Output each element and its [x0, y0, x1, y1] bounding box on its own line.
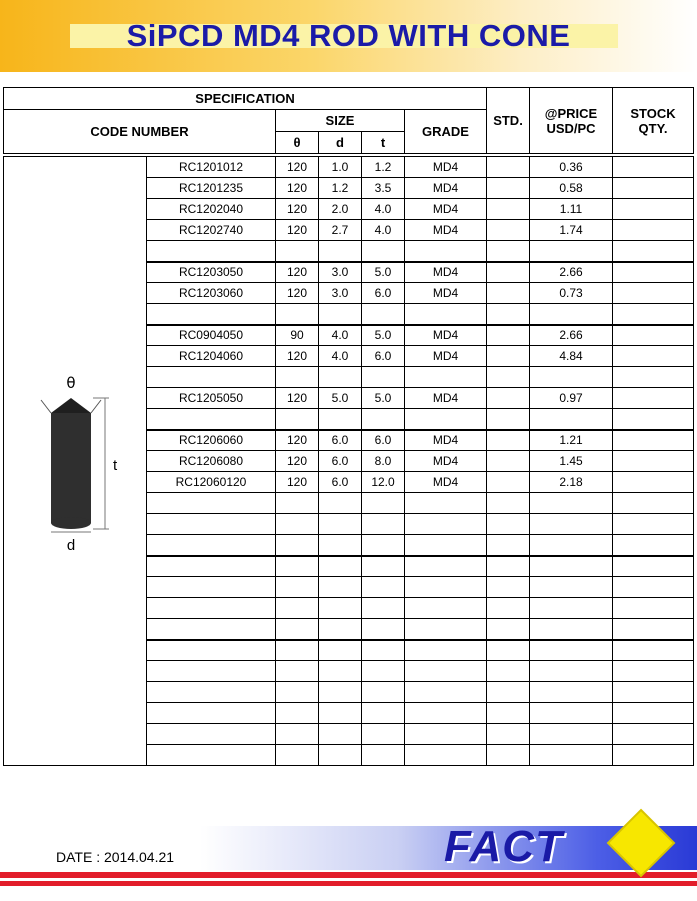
- cell-std: [487, 556, 530, 577]
- cell-std: [487, 346, 530, 367]
- cell-theta: 120: [276, 430, 319, 451]
- cell-code: [147, 724, 276, 745]
- cell-std: [487, 409, 530, 430]
- cell-t: [362, 724, 405, 745]
- cell-grade: MD4: [405, 325, 487, 346]
- cell-stock: [613, 430, 694, 451]
- cell-code: RC1205050: [147, 388, 276, 409]
- cell-stock: [613, 682, 694, 703]
- cell-t: 6.0: [362, 430, 405, 451]
- cell-grade: [405, 682, 487, 703]
- cell-code: RC1206080: [147, 451, 276, 472]
- cell-d: [319, 493, 362, 514]
- cell-stock: [613, 220, 694, 241]
- theta-label: θ: [66, 373, 76, 392]
- cell-std: [487, 703, 530, 724]
- code-number-header: CODE NUMBER: [4, 110, 276, 154]
- cell-t: [362, 535, 405, 556]
- cell-code: [147, 598, 276, 619]
- cell-theta: [276, 409, 319, 430]
- cell-grade: MD4: [405, 430, 487, 451]
- cell-stock: [613, 724, 694, 745]
- cell-std: [487, 745, 530, 766]
- cell-d: 2.0: [319, 199, 362, 220]
- cell-code: RC0904050: [147, 325, 276, 346]
- cell-price: 4.84: [530, 346, 613, 367]
- cell-grade: [405, 514, 487, 535]
- cell-theta: [276, 367, 319, 388]
- cell-grade: MD4: [405, 178, 487, 199]
- cell-price: [530, 640, 613, 661]
- cell-theta: [276, 598, 319, 619]
- t-label: t: [113, 456, 118, 474]
- cell-theta: [276, 703, 319, 724]
- theta-guide-right: [91, 400, 101, 413]
- cell-std: [487, 598, 530, 619]
- cell-t: [362, 619, 405, 640]
- brand-logo: FACT: [444, 822, 563, 871]
- cell-grade: [405, 598, 487, 619]
- cell-stock: [613, 451, 694, 472]
- cell-d: [319, 640, 362, 661]
- cell-t: 5.0: [362, 262, 405, 283]
- cell-theta: [276, 577, 319, 598]
- cell-stock: [613, 472, 694, 493]
- cell-t: 8.0: [362, 451, 405, 472]
- cell-grade: [405, 241, 487, 262]
- cell-std: [487, 640, 530, 661]
- cell-theta: [276, 241, 319, 262]
- cell-grade: [405, 745, 487, 766]
- cell-t: [362, 682, 405, 703]
- cell-code: RC1204060: [147, 346, 276, 367]
- cell-t: [362, 493, 405, 514]
- cell-std: [487, 283, 530, 304]
- cell-stock: [613, 745, 694, 766]
- cell-code: [147, 640, 276, 661]
- cell-stock: [613, 241, 694, 262]
- cell-code: [147, 241, 276, 262]
- cell-d: 6.0: [319, 472, 362, 493]
- cell-price: [530, 409, 613, 430]
- cell-t: 6.0: [362, 283, 405, 304]
- cell-grade: [405, 661, 487, 682]
- cell-theta: [276, 556, 319, 577]
- stock-header: [613, 88, 694, 154]
- stock-header-line2: QTY.: [638, 120, 668, 136]
- cell-stock: [613, 640, 694, 661]
- cell-std: [487, 577, 530, 598]
- cell-price: 0.73: [530, 283, 613, 304]
- cell-code: [147, 367, 276, 388]
- cell-std: [487, 661, 530, 682]
- cell-stock: [613, 598, 694, 619]
- cell-grade: MD4: [405, 283, 487, 304]
- t-header: t: [362, 132, 405, 154]
- cell-d: [319, 619, 362, 640]
- cell-code: [147, 493, 276, 514]
- cell-price: 0.58: [530, 178, 613, 199]
- price-header-line1: @PRICE: [544, 105, 598, 121]
- cell-price: [530, 682, 613, 703]
- cell-stock: [613, 577, 694, 598]
- rod-body: [51, 413, 91, 523]
- cell-t: [362, 367, 405, 388]
- cell-theta: [276, 493, 319, 514]
- cell-theta: 120: [276, 262, 319, 283]
- cell-code: RC1202040: [147, 199, 276, 220]
- cell-std: [487, 367, 530, 388]
- price-header: [530, 88, 613, 154]
- cell-price: [530, 514, 613, 535]
- cell-stock: [613, 619, 694, 640]
- cell-code: [147, 745, 276, 766]
- cell-stock: [613, 661, 694, 682]
- cell-stock: [613, 304, 694, 325]
- cell-stock: [613, 388, 694, 409]
- cell-code: [147, 703, 276, 724]
- cell-stock: [613, 325, 694, 346]
- page-title: SiPCD MD4 ROD WITH CONE: [126, 18, 571, 53]
- cell-price: 2.18: [530, 472, 613, 493]
- cell-theta: 120: [276, 157, 319, 178]
- cell-price: [530, 598, 613, 619]
- cell-price: 1.45: [530, 451, 613, 472]
- cell-d: 4.0: [319, 325, 362, 346]
- cell-std: [487, 514, 530, 535]
- cell-std: [487, 262, 530, 283]
- cell-theta: [276, 514, 319, 535]
- cell-std: [487, 619, 530, 640]
- cell-price: 2.66: [530, 262, 613, 283]
- theta-header: θ: [276, 132, 319, 154]
- cell-grade: MD4: [405, 472, 487, 493]
- cell-price: 0.36: [530, 157, 613, 178]
- cell-t: [362, 514, 405, 535]
- cell-grade: MD4: [405, 451, 487, 472]
- cell-stock: [613, 262, 694, 283]
- cell-theta: 120: [276, 283, 319, 304]
- stock-header-line1: STOCK: [630, 105, 676, 121]
- cell-t: [362, 556, 405, 577]
- d-header: d: [319, 132, 362, 154]
- cell-t: 4.0: [362, 199, 405, 220]
- cell-grade: MD4: [405, 220, 487, 241]
- cell-grade: [405, 703, 487, 724]
- cell-code: [147, 535, 276, 556]
- cell-std: [487, 304, 530, 325]
- cell-stock: [613, 157, 694, 178]
- cell-d: 6.0: [319, 451, 362, 472]
- cell-d: [319, 661, 362, 682]
- cell-stock: [613, 346, 694, 367]
- cell-t: [362, 745, 405, 766]
- cell-t: [362, 640, 405, 661]
- cell-std: [487, 493, 530, 514]
- cell-std: [487, 157, 530, 178]
- cell-price: 2.66: [530, 325, 613, 346]
- cell-std: [487, 388, 530, 409]
- cell-std: [487, 325, 530, 346]
- cell-price: 1.74: [530, 220, 613, 241]
- cell-theta: 120: [276, 346, 319, 367]
- cell-grade: [405, 724, 487, 745]
- cell-price: [530, 493, 613, 514]
- cell-code: [147, 577, 276, 598]
- cell-code: [147, 682, 276, 703]
- cell-grade: [405, 556, 487, 577]
- cell-d: [319, 367, 362, 388]
- price-header-line2: USD/PC: [546, 120, 596, 136]
- table-body: [4, 157, 694, 766]
- cell-code: [147, 556, 276, 577]
- cell-t: 6.0: [362, 346, 405, 367]
- cell-theta: [276, 724, 319, 745]
- cell-d: 3.0: [319, 283, 362, 304]
- cell-theta: 120: [276, 178, 319, 199]
- cell-stock: [613, 178, 694, 199]
- cell-price: [530, 367, 613, 388]
- footer-red-line-lower: [0, 881, 697, 886]
- cell-d: 5.0: [319, 388, 362, 409]
- cell-theta: 120: [276, 388, 319, 409]
- cell-t: 1.2: [362, 157, 405, 178]
- cell-d: 4.0: [319, 346, 362, 367]
- cell-price: [530, 745, 613, 766]
- rod-diagram-cell: [4, 157, 147, 766]
- cell-std: [487, 682, 530, 703]
- cell-grade: [405, 304, 487, 325]
- cell-std: [487, 472, 530, 493]
- cell-theta: 120: [276, 199, 319, 220]
- cell-price: [530, 241, 613, 262]
- cell-theta: 120: [276, 472, 319, 493]
- cell-price: [530, 724, 613, 745]
- cell-t: [362, 703, 405, 724]
- cell-price: 1.21: [530, 430, 613, 451]
- cell-t: [362, 577, 405, 598]
- cell-code: RC1203050: [147, 262, 276, 283]
- cell-grade: MD4: [405, 199, 487, 220]
- footer-red-line: [0, 872, 697, 878]
- cell-code: [147, 304, 276, 325]
- cell-stock: [613, 703, 694, 724]
- cell-d: [319, 556, 362, 577]
- rod-diagram: [5, 360, 145, 560]
- cell-theta: [276, 745, 319, 766]
- cell-stock: [613, 283, 694, 304]
- cell-theta: 120: [276, 220, 319, 241]
- cell-stock: [613, 367, 694, 388]
- cell-grade: [405, 619, 487, 640]
- cell-std: [487, 535, 530, 556]
- rod-cone: [51, 398, 91, 413]
- cell-code: [147, 514, 276, 535]
- cell-d: 3.0: [319, 262, 362, 283]
- cell-t: [362, 304, 405, 325]
- cell-d: [319, 535, 362, 556]
- cell-code: RC1206060: [147, 430, 276, 451]
- cell-grade: MD4: [405, 262, 487, 283]
- cell-theta: [276, 640, 319, 661]
- cell-grade: [405, 640, 487, 661]
- cell-grade: [405, 367, 487, 388]
- cell-price: [530, 619, 613, 640]
- cell-code: RC1202740: [147, 220, 276, 241]
- cell-d: [319, 724, 362, 745]
- cell-code: [147, 619, 276, 640]
- table-row: [4, 157, 694, 178]
- cell-d: [319, 409, 362, 430]
- cell-code: [147, 409, 276, 430]
- cell-std: [487, 241, 530, 262]
- d-label: d: [66, 536, 76, 554]
- cell-theta: [276, 304, 319, 325]
- cell-grade: MD4: [405, 388, 487, 409]
- cell-code: RC1201012: [147, 157, 276, 178]
- cell-d: 2.7: [319, 220, 362, 241]
- cell-theta: [276, 682, 319, 703]
- cell-stock: [613, 514, 694, 535]
- specification-header: SPECIFICATION: [4, 88, 487, 110]
- rod-base: [51, 517, 91, 529]
- diamond-logo-icon: [606, 808, 676, 878]
- cell-stock: [613, 535, 694, 556]
- cell-price: [530, 304, 613, 325]
- cell-price: [530, 535, 613, 556]
- cell-theta: 90: [276, 325, 319, 346]
- cell-code: RC1201235: [147, 178, 276, 199]
- cell-t: [362, 661, 405, 682]
- cell-t: 3.5: [362, 178, 405, 199]
- cell-stock: [613, 493, 694, 514]
- cell-t: 4.0: [362, 220, 405, 241]
- cell-t: [362, 241, 405, 262]
- cell-code: RC12060120: [147, 472, 276, 493]
- cell-std: [487, 178, 530, 199]
- cell-grade: [405, 577, 487, 598]
- grade-header: GRADE: [405, 110, 487, 154]
- size-header: SIZE: [276, 110, 405, 132]
- cell-d: [319, 514, 362, 535]
- cell-price: 0.97: [530, 388, 613, 409]
- cell-d: [319, 682, 362, 703]
- cell-theta: [276, 619, 319, 640]
- cell-t: 5.0: [362, 325, 405, 346]
- cell-grade: MD4: [405, 346, 487, 367]
- cell-t: [362, 409, 405, 430]
- std-header: STD.: [487, 88, 530, 154]
- cell-std: [487, 724, 530, 745]
- specification-table: [3, 87, 694, 766]
- cell-grade: [405, 535, 487, 556]
- cell-price: 1.11: [530, 199, 613, 220]
- cell-grade: [405, 493, 487, 514]
- cell-theta: [276, 661, 319, 682]
- cell-price: [530, 703, 613, 724]
- cell-stock: [613, 556, 694, 577]
- cell-std: [487, 451, 530, 472]
- cell-d: [319, 577, 362, 598]
- cell-theta: 120: [276, 451, 319, 472]
- cell-std: [487, 199, 530, 220]
- cell-d: [319, 304, 362, 325]
- cell-t: 5.0: [362, 388, 405, 409]
- cell-t: [362, 598, 405, 619]
- theta-guide-left: [41, 400, 51, 413]
- cell-d: 6.0: [319, 430, 362, 451]
- cell-std: [487, 430, 530, 451]
- cell-d: 1.2: [319, 178, 362, 199]
- cell-t: 12.0: [362, 472, 405, 493]
- cell-d: 1.0: [319, 157, 362, 178]
- cell-price: [530, 556, 613, 577]
- cell-code: [147, 661, 276, 682]
- cell-d: [319, 703, 362, 724]
- date-label: DATE : 2014.04.21: [56, 849, 175, 865]
- cell-theta: [276, 535, 319, 556]
- cell-price: [530, 661, 613, 682]
- cell-grade: [405, 409, 487, 430]
- cell-price: [530, 577, 613, 598]
- cell-stock: [613, 409, 694, 430]
- cell-std: [487, 220, 530, 241]
- cell-d: [319, 598, 362, 619]
- cell-stock: [613, 199, 694, 220]
- cell-code: RC1203060: [147, 283, 276, 304]
- cell-grade: MD4: [405, 157, 487, 178]
- cell-d: [319, 745, 362, 766]
- cell-d: [319, 241, 362, 262]
